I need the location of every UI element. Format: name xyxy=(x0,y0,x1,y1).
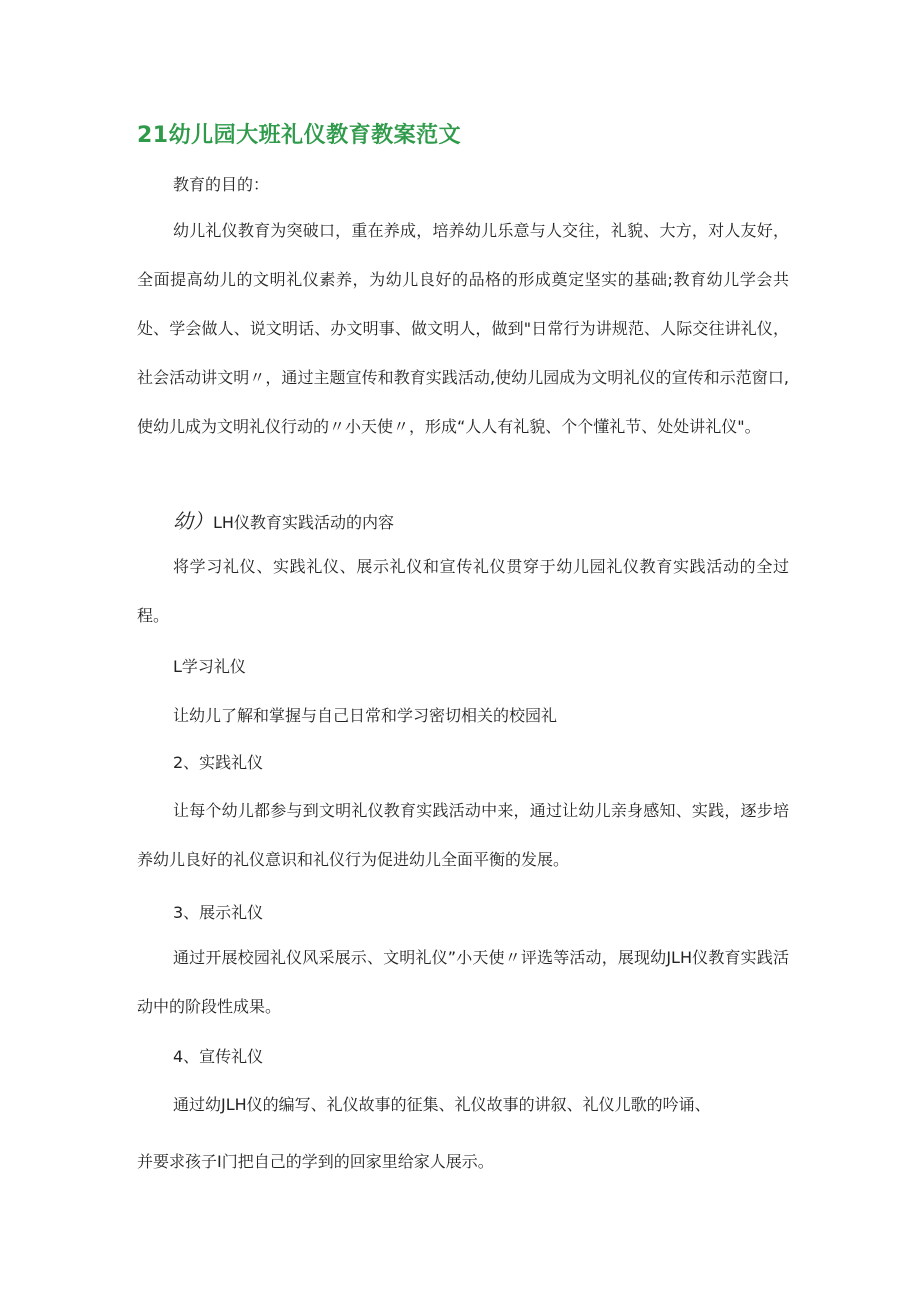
item1-text: 让幼儿了解和掌握与自己日常和学习密切相关的校园礼 xyxy=(173,706,558,725)
purpose-paragraph: 幼儿礼仪教育为突破口，重在养成，培养幼儿乐意与人交往，礼貌、大方，对人友好，全面提高幼儿的文明礼仪素养，为幼儿良好的品格的形成奠定坚实的基础;教育幼儿学会共处、学会做人、说文明话、办文明事、做文明人，做到"日常行为讲规范、人际交往讲礼仪，社会活动讲文明〃，通过主题宣传和教育实践活动,使幼儿园成为文明礼仪的宣传和示范窗口,使幼儿成为文明礼仪行动的〃小天使〃，形成“人人有礼貌、个个懂礼节、处处讲礼仪"。 xyxy=(137,221,789,436)
item3-text: 通过开展校园礼仪风采展示、文明礼仪”小天使〃评选等活动，展现幼JLH仪教育实践活动中的阶段性成果。 xyxy=(137,948,789,1016)
item2-heading: 2、实践礼仪 xyxy=(173,753,264,772)
purpose-heading: 教育的目的： xyxy=(173,175,270,194)
item2-text: 让每个幼儿都参与到文明礼仪教育实践活动中来，通过让幼儿亲身感知、实践，逐步培养幼儿良好的礼仪意识和礼仪行为促进幼儿全面平衡的发展。 xyxy=(137,801,789,869)
content-heading-text: LH仪教育实践活动的内容 xyxy=(213,513,394,532)
document-title: 21幼儿园大班礼仪教育教案范文 xyxy=(137,123,462,148)
item3-heading: 3、展示礼仪 xyxy=(173,903,264,922)
item4-heading: 4、宣传礼仪 xyxy=(173,1047,264,1066)
content-heading-lead: 幼） xyxy=(173,509,213,533)
content-heading xyxy=(173,505,394,534)
item4-text-line1: 通过幼JLH仪的编写、礼仪故事的征集、礼仪故事的讲叙、礼仪儿歌的吟诵、 xyxy=(173,1095,711,1114)
item1-heading: L学习礼仪 xyxy=(173,657,246,676)
item4-text-line2: 并要求孩子I门把自己的学到的回家里给家人展示。 xyxy=(137,1152,494,1171)
content-paragraph: 将学习礼仪、实践礼仪、展示礼仪和宣传礼仪贯穿于幼儿园礼仪教育实践活动的全过程。 xyxy=(137,557,789,625)
